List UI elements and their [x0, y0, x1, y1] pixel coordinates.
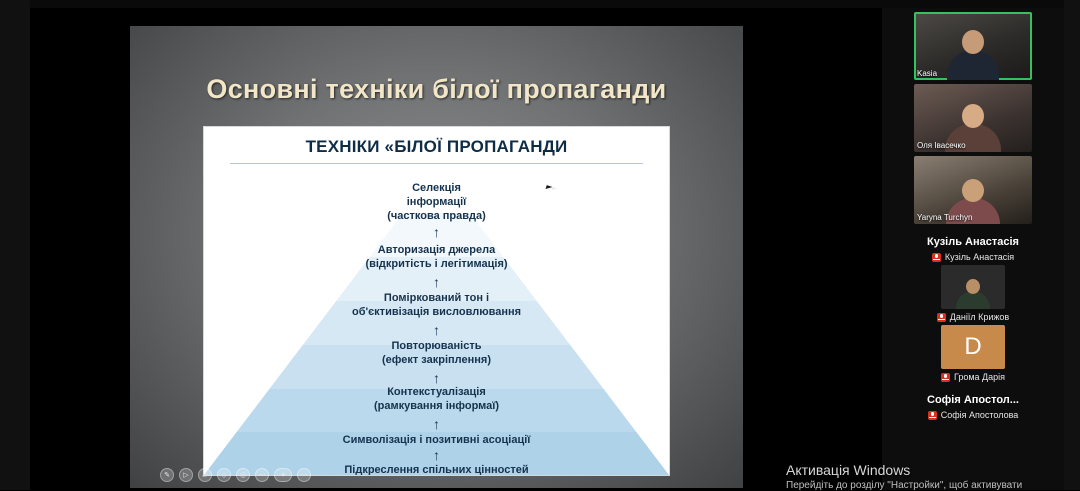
participant-name: Yaryna Turchyn — [917, 213, 973, 222]
pyramid-level-label: Підкреслення спільних цінностей — [344, 464, 529, 476]
window-left-edge — [0, 0, 30, 490]
participant-video-tile[interactable] — [941, 265, 1005, 309]
pyramid-level-label: Повторюваність (ефект закріплення) — [381, 340, 492, 366]
muted-mic-icon — [928, 411, 937, 420]
watermark-title: Активація Windows — [786, 462, 911, 478]
participant-name: Грома Дарія — [953, 372, 1006, 382]
pyramid-arrow: ↑ — [433, 274, 440, 290]
watermark-subtitle: Перейдіть до розділу "Настройки", щоб активувати — [786, 480, 1023, 491]
avatar: D — [941, 325, 1005, 369]
pyramid-level-label: Контекстуалізація (рамкування інформаї) — [373, 386, 500, 412]
participant-name: Оля Івасечко — [917, 141, 966, 150]
participant-list-item[interactable] — [882, 252, 1064, 262]
pyramid-arrow: ↑ — [433, 447, 440, 463]
pen-icon[interactable]: ✎ — [160, 468, 174, 482]
diagram-heading: ТЕХНІКИ «БІЛОЇ ПРОПАГАНДИ — [305, 137, 568, 156]
participant-name: Софія Апостолова — [940, 410, 1019, 420]
participant-video-tile[interactable] — [914, 12, 1032, 80]
participant-name: Kasia — [917, 69, 938, 78]
participant-name: Даніїл Крижов — [949, 312, 1010, 322]
pyramid-level-label: Селекція інформації (часткова правда) — [387, 182, 486, 222]
shared-screen-area[interactable] — [30, 8, 882, 490]
participant-list-item[interactable] — [882, 410, 1064, 420]
participant-name: Кузіль Анастасія — [944, 252, 1015, 262]
more-icon[interactable]: ⋯ — [255, 468, 269, 482]
participant-rail[interactable] — [882, 8, 1064, 490]
pyramid-layers — [204, 169, 669, 475]
group-heading: Кузіль Анастасія — [927, 236, 1019, 248]
participant-list-item[interactable] — [882, 372, 1064, 382]
eraser-icon[interactable]: ◇ — [217, 468, 231, 482]
pyramid-arrow: ↑ — [433, 224, 440, 240]
participant-video-tile[interactable] — [914, 156, 1032, 224]
group-heading: Софія Апостол... — [927, 394, 1019, 406]
presentation-slide — [130, 26, 743, 488]
muted-mic-icon — [932, 253, 941, 262]
pyramid-level-label: Символізація і позитивні асоціації — [342, 434, 531, 446]
pyramid-arrow: ↑ — [433, 322, 440, 338]
windows-activation-watermark — [786, 462, 1066, 491]
window-top-bar — [0, 0, 1080, 8]
dots-icon[interactable]: ⋯ — [297, 468, 311, 482]
participant-video-tile[interactable] — [914, 84, 1032, 152]
highlighter-icon[interactable]: ▱ — [198, 468, 212, 482]
diagram-heading-divider — [230, 163, 643, 164]
pyramid-diagram-card — [203, 126, 670, 476]
zoom-icon[interactable]: ◎ — [236, 468, 250, 482]
cursor-icon[interactable]: ▷ — [179, 468, 193, 482]
muted-mic-icon — [937, 313, 946, 322]
pyramid-arrow: ↑ — [433, 416, 440, 432]
participant-avatar-tile[interactable] — [941, 325, 1005, 369]
pyramid-level-label: Авторизація джерела (відкритість і легітимація) — [365, 244, 508, 270]
pyramid-arrow: ↑ — [433, 370, 440, 386]
muted-mic-icon — [941, 373, 950, 382]
annotate-icon[interactable]: ✦ — [274, 468, 292, 482]
window-right-edge — [1064, 0, 1080, 490]
slide-title: Основні техніки білої пропаганди — [206, 74, 667, 104]
participant-list-item[interactable] — [882, 312, 1064, 322]
pyramid-level-label: Поміркований тон і об'єктивізація висловлювання — [351, 292, 522, 318]
